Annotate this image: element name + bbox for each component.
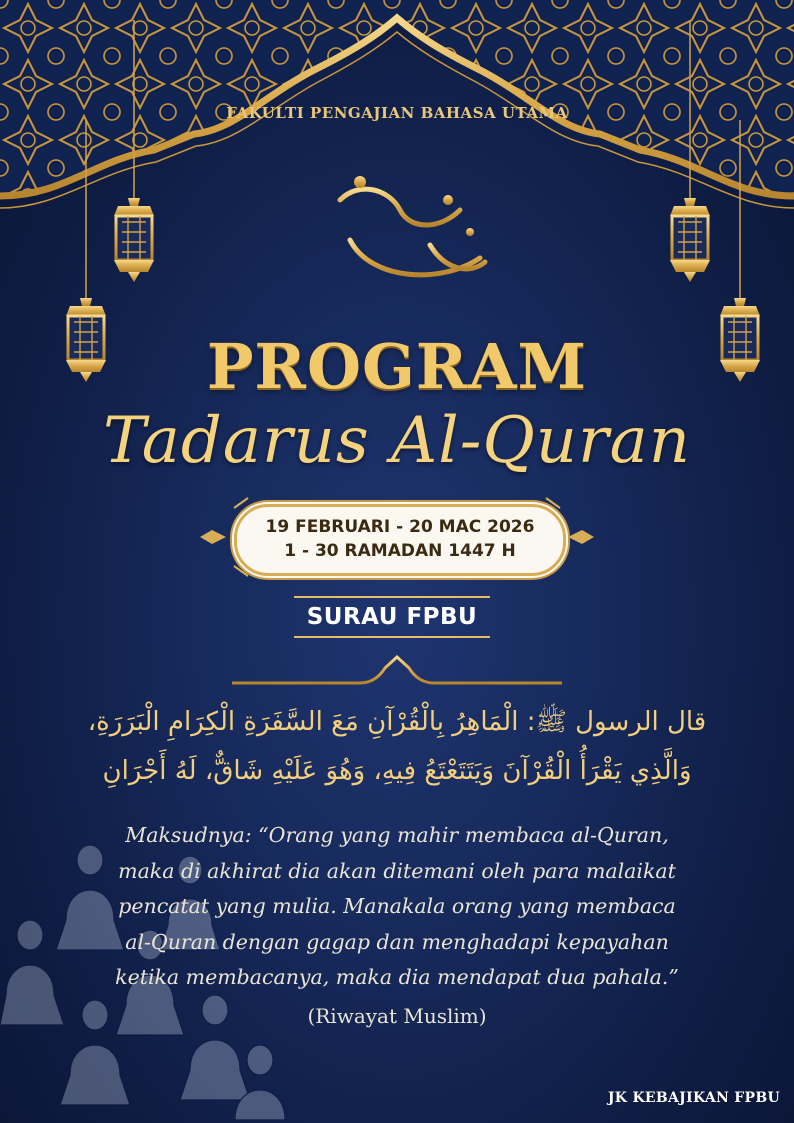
translation-line: Maksudnya: “Orang yang mahir membaca al-Quran, (125, 823, 669, 847)
hadith-narrator: (Riwayat Muslim) (307, 1004, 487, 1028)
translation-line: maka di akhirat dia akan ditemani oleh para malaikat (118, 858, 676, 883)
translation-line: al-Quran dengan gagap dan menghadapi kepayahan (125, 929, 669, 954)
calligraphy-emblem (340, 140, 485, 275)
title-program: PROGRAM (206, 330, 588, 403)
venue-label: SURAU FPBU (294, 596, 490, 638)
hadith-arabic-line1: قال الرسول ﷺ: الْمَاهِرُ بِالْقُرْآنِ مَعَ السَّفَرَةِ الْكِرَامِ الْبَرَرَةِ، (87, 707, 707, 737)
date-gregorian: 19 FEBRUARI - 20 MAC 2026 (265, 517, 535, 537)
date-box (234, 504, 566, 576)
organizer-credit: JK KEBAJIKAN FPBU (607, 1090, 780, 1106)
date-hijri: 1 - 30 RAMADAN 1447 H (284, 541, 516, 561)
translation-line: ketika membacanya, maka dia mendapat dua pahala.” (115, 965, 679, 989)
hadith-arabic-line2: وَالَّذِي يَقْرَأُ الْقُرْآنَ وَيَتَتَعْتَعُ فِيهِ، وَهُوَ عَلَيْهِ شَاقٌّ، لَهُ أَجْرَانِ (102, 756, 692, 786)
faculty-name: FAKULTI PENGAJIAN BAHASA UTAMA (226, 104, 568, 122)
hadith-translation (90, 818, 704, 996)
translation-line: pencatat yang mulia. Manakala orang yang membaca (118, 894, 676, 918)
title-tadarus: Tadarus Al-Quran (103, 404, 691, 478)
